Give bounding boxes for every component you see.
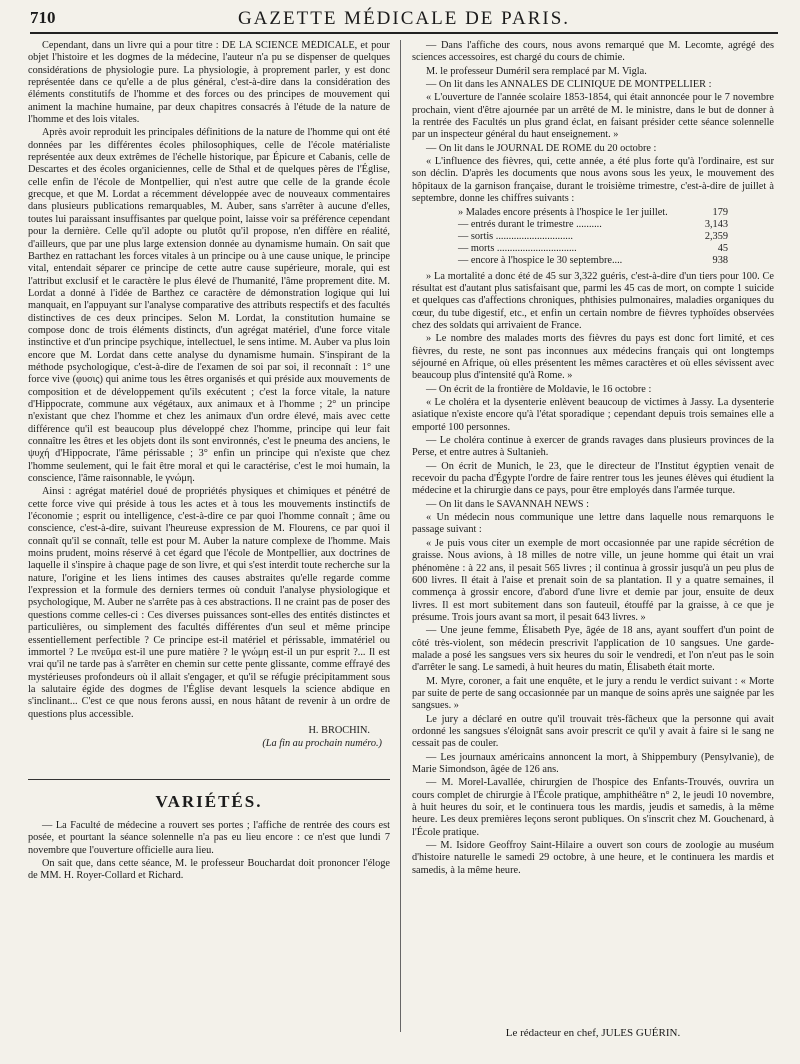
- stat-label: — entrés durant le trimestre ..........: [458, 219, 602, 231]
- news-paragraph: M. le professeur Duméril sera remplacé par M. Vigla.: [426, 65, 647, 77]
- table-row: [458, 207, 728, 219]
- table-row: [458, 255, 728, 267]
- editor-name: JULES GUÉRIN.: [601, 1027, 681, 1040]
- stat-label: — morts ...............................: [458, 242, 577, 254]
- section-heading-varietes: VARIÉTÉS.: [28, 779, 390, 812]
- news-paragraph: — On lit dans le SAVANNAH NEWS :: [426, 498, 589, 510]
- stat-value: 3,143: [704, 219, 728, 231]
- news-paragraph: M. Myre, coroner, a fait une enquête, et le jury a rendu le verdict suivant : « Morte par suite de perte de sang occasionnée par un manque de soins après une saignée par les sangsues. »: [412, 675, 774, 712]
- news-paragraph: Le jury a déclaré en outre qu'il trouvait très-fâcheux que la personne qui avait ordonné les sangsues s'éloignât sans avoir prescrit ce qu'il y avait à faire si le sang ne cessait pas de couler.: [412, 713, 774, 750]
- stat-label: » Malades encore présents à l'hospice le 1er juillet.: [458, 207, 668, 219]
- news-paragraph: — On lit dans les ANNALES DE CLINIQUE DE MONTPELLIER :: [426, 79, 712, 91]
- editor-title: Le rédacteur en chef,: [505, 1027, 599, 1040]
- news-paragraph: « L'influence des fièvres, qui, cette année, a été plus forte qu'à l'ordinaire, est sur son déclin. D'après les documents que nous avons sous les yeux, le mouvement des hôpitaux de la garnison française, durant le troisième trimestre, c'est-à-dire de juillet à septembre, donne les chiffres suivants :: [412, 156, 774, 205]
- news-paragraph: « Le choléra et la dysenterie enlèvent beaucoup de victimes à Jassy. La dysenterie asiatique n'existe encore qu'à l'état sporadique ; cependant depuis trois semaines elle a emporté 100 personnes.: [412, 397, 774, 433]
- stat-value: 179: [712, 207, 728, 219]
- column-divider: [400, 40, 401, 1032]
- stat-label: — sortis ..............................: [458, 231, 573, 243]
- right-column: [412, 40, 774, 1056]
- news-paragraph: — Les journaux américains annoncent la mort, à Shippembury (Pensylvanie), de Marie Simondson, âgée de 126 ans.: [412, 751, 774, 776]
- stat-value: 2,359: [704, 231, 728, 243]
- news-paragraph: On sait que, dans cette séance, M. le professeur Bouchardat doit prononcer l'éloge de MM. H. Royer-Collard et Richard.: [28, 858, 390, 882]
- left-column: [28, 40, 390, 1056]
- stat-value: 938: [712, 254, 728, 266]
- news-paragraph: « Je puis vous citer un exemple de mort occasionnée par une rapide sécrétion de graisse. Nous avions, à 18 milles de notre ville, un jeune homme qui était un vrai phénomène : à 22 ans, il pesait 565 livres ; il continua à grossir jusqu'à un peu plus de 600 livres. Il était à l'aise et prenait soin de sa plantation. Il y a quatre semaines, il commença à grossir encore, d'abord d'une livre et demie par jour, ensuite de deux livres. Il est mort subitement dans son fauteuil, étouffé par la graisse, à ce que je présume. Trois jours avant sa mort, il pesait 643 livres. »: [412, 537, 774, 623]
- news-paragraph: — On écrit de Munich, le 23, que le directeur de l'Institut égyptien venait de recevoir du pacha d'Égypte l'ordre de faire rentrer tous les jeunes élèves qui étudient la médecine et la chirurgie dans ce pays, pour être employés dans l'armée turque.: [412, 460, 774, 497]
- news-paragraph: » La mortalité a donc été de 45 sur 3,322 guéris, c'est-à-dire d'un tiers pour 100. Ce résultat est d'autant plus satisfaisant que, parmi les 45 cas de mort, on compte 1 suicide et quelques cas d'affections chroniques, phthisies pulmonaires, maladies organiques du cœur, du tube digestif, etc., et enfin un certain nombre de fièvres typhoïdes observées chez des soldats qui arrivaient de France.: [412, 270, 774, 331]
- continuation-note: (La fin au prochain numéro.): [262, 738, 382, 750]
- news-paragraph: — Le choléra continue à exercer de grands ravages dans plusieurs provinces de la Perse, et entre autres à Sultanieh.: [412, 435, 774, 459]
- news-paragraph: — Dans l'affiche des cours, nous avons remarqué que M. Lecomte, agrégé des sciences accessoires, est chargé du cours de chimie.: [412, 40, 774, 64]
- news-paragraph: — M. Isidore Geoffroy Saint-Hilaire a ouvert son cours de zoologie au muséum d'histoire naturelle le samedi 29 octobre, à une heure, et le continuera les mardis et samedis, à la même heure.: [412, 840, 774, 876]
- page-header: [30, 6, 778, 34]
- stat-value: 45: [717, 242, 728, 254]
- table-row: [458, 219, 728, 231]
- news-paragraph: » Le nombre des malades morts des fièvres du pays est donc fort limité, et ces fièvres, du reste, ne sont pas inconnues aux médecins français qui ont longtemps séjourné en Afrique, où elles présentent les mêmes caractères et où elles sévissent avec beaucoup plus d'intensité qu'à Rome. »: [412, 333, 774, 382]
- table-row: [458, 243, 728, 255]
- news-paragraph: « Un médecin nous communique une lettre dans laquelle nous remarquons le passage suivant :: [412, 512, 774, 536]
- editor-signature: [412, 1027, 774, 1040]
- article-paragraph: Ainsi : agrégat matériel doué de propriétés physiques et chimiques et pénétré de cette force vive qui préside à tous les actes et à tous les mouvements instinctifs de l'économie ; esprit ou intelligence, c'est-à-dire ce par quoi l'homme connaît ; âme ou conscience, c'est-à-dire, suivant l'heureuse expression de M. Flourens, ce par quoi il connaît qu'il se connaît, telle est pour M. Auber la nature complexe de l'homme. Mais moins prudent, moins réservé à cet égard que l'école de Montpellier, aux doctrines de laquelle il s'inspire à chaque page de son livre, et qui s'est interdit toute recherche sur la nature, l'origine et les liens intimes des causes abstraites qu'elle regarde comme l'expression et la formule des derniers termes où conduit l'analyse physiologique et psychologique, M. Auber ne s'arrête pas à ces abstractions. Il ne craint pas de poser des questions comme celles-ci : Ces diverses puissances sont-elles des entités distinctes et particulières, ou simplement des facultés différentes d'un seul et même principe essentiellement perfectible ? Ce principe est-il matériel et périssable, immatériel ou immortel ? Le πνεῦμα est-il une pure matière ? le γνώμη est-il un pur esprit ?... Il est vrai qu'il ne tarde pas à s'arrêter en chemin sur cette pente glissante, comme effrayé des mystérieuses profondeurs où il allait s'engager, et qu'il se réfugie précipitamment sous la salutaire égide des dogmes de l'Église devant lesquels la science abdique en s'inclinant... C'est ce que nous ferons aussi, en nous hâtant de revenir à un ordre de questions plus accessible.: [28, 486, 390, 720]
- table-row: [458, 231, 728, 243]
- news-paragraph: — On lit dans le JOURNAL DE ROME du 20 octobre :: [426, 142, 657, 154]
- journal-title: GAZETTE MÉDICALE DE PARIS.: [237, 8, 571, 29]
- author-signature: H. BROCHIN.: [308, 724, 370, 736]
- hospital-stats-table: [458, 207, 728, 266]
- article-paragraph: Après avoir reproduit les principales définitions de la nature de l'homme qui ont été données par les différentes écoles philosophiques, celle de l'école matérialiste représentée aux deux extrêmes de l'échelle historique, par Épicure et Cabanis, celle de Descartes et des écoles organiciennes, celle de Sthal et de quelques pères de l'Église, celle enfin de l'école de Montpellier, qui n'est autre que celle de la grande école grecque, et que M. Lordat a récemment développée avec de nouveaux commentaires dans plusieurs publications remarquables, M. Auber, sans s'arrêter à aucune d'elles, toutes lui paraissant insuffisantes par quelque point, laisse voir sa préférence cependant pour la dernière. Celle qu'il adopte ou plutôt qu'il propose, n'en diffère en réalité, d'ailleurs, que par une plus large extension donnée au dynamisme humain. On sait que Barthez en rattachant les forces vitales à un principe ou à une cause unique, le principe vital, entendait séparer ce principe de cette autre cause supérieure, morale, qui est l'attribut exclusif et le caractère le plus élevé de l'humanité, l'âme proprement dite. M. Lordat a donné à l'idée de Barthez ce caractère de démonstration logique qui lui manquait, en l'appuyant sur l'analyse comparative des attributs respectifs et des facultés distinctives de ces deux principes. Selon M. Lordat, la constitution humaine se compose donc de trois éléments distincts, d'un agrégat matériel, d'une force vitale instinctive et d'un principe psychique, intellectuel, le sens intime. M. Auber va plus loin encore que M. Lordat dans cette analyse du dynamisme humain. S'inspirant de la méthode psychologique, c'est-à-dire de l'examen de soi par soi, il reconnaît : 1° une force vive (φυσις) qui anime tous les êtres organisés et qui préside aux mouvements de composition et de développement qu'ils exécutent ; c'est la force vitale, la nature d'Hippocrate, commune aux végétaux, aux animaux et à l'homme ; 2° un principe n'existant que chez l'homme et chez les animaux d'un ordre élevé, mais avec cette différence qu'il est beaucoup plus développé chez l'homme, principe qui leur fait connaître les êtres et les objets dont ils sont environnés, c'est le pneuma des anciens, le ψυχή d'Hippocrate, l'âme périssable ; 3° enfin un principe qui n'existe que chez l'homme seulement, qui le fait être moral et qui le caractérise, c'est le moi humain, la conscience, l'âme raisonnable, le γνώμη.: [28, 127, 390, 485]
- news-paragraph: — La Faculté de médecine a rouvert ses portes ; l'affiche de rentrée des cours est posée, et pourtant la séance solennelle n'a pas eu lieu encore : ce n'est que lundi 7 novembre que l'ouverture officielle aura lieu.: [28, 819, 390, 856]
- news-paragraph: — Une jeune femme, Élisabeth Pye, âgée de 18 ans, ayant souffert d'un point de côté très-violent, son médecin prescrivit l'application de 10 sangsues. Une garde-malade a posé les sangsues vers six heures du soir le vendredi, et l'on n'eut pas le soin d'arrêter le sang. Le samedi, à huit heures du matin, Élisabeth était morte.: [412, 625, 774, 674]
- news-paragraph: — M. Morel-Lavallée, chirurgien de l'hospice des Enfants-Trouvés, ouvrira un cours complet de chirurgie à l'École pratique, amphithéâtre n° 2, le jeudi 10 novembre, à huit heures du soir, et le continuera tous les mardis, jeudis et samedis, à la même heure. Les deux premières leçons seront publiques. On s'inscrit chez M. Gouchenard, à l'École pratique.: [412, 777, 774, 838]
- news-paragraph: — On écrit de la frontière de Moldavie, le 16 octobre :: [426, 383, 652, 395]
- article-paragraph: Cependant, dans un livre qui a pour titre : DE LA SCIENCE MÉDICALE, et pour objet l'histoire et les dogmes de la médecine, l'auteur n'a pu se dispenser de quelques considérations de physiologie pure. La physiologie, à proprement parler, y est donc représentée dans ce qu'elle a de plus général, c'est-à-dire dans la considération des éléments constitutifs de l'homme et des forces ou des principes de mouvement qui animent la machine humaine, par deux chapitres consacrés à l'étude de la nature de l'homme et des lois vitales.: [28, 40, 390, 126]
- page-number: 710: [30, 8, 56, 27]
- stat-label: — encore à l'hospice le 30 septembre....: [458, 254, 623, 266]
- news-paragraph: « L'ouverture de l'année scolaire 1853-1854, qui était annoncée pour le 7 novembre prochain, vient d'être ajournée par un arrêté de M. le ministre, dans le but de donner à la rentrée des Facultés un plus grand éclat, en faisant présider cette séance solennelle par un inspecteur général du haut enseignement. »: [412, 92, 774, 141]
